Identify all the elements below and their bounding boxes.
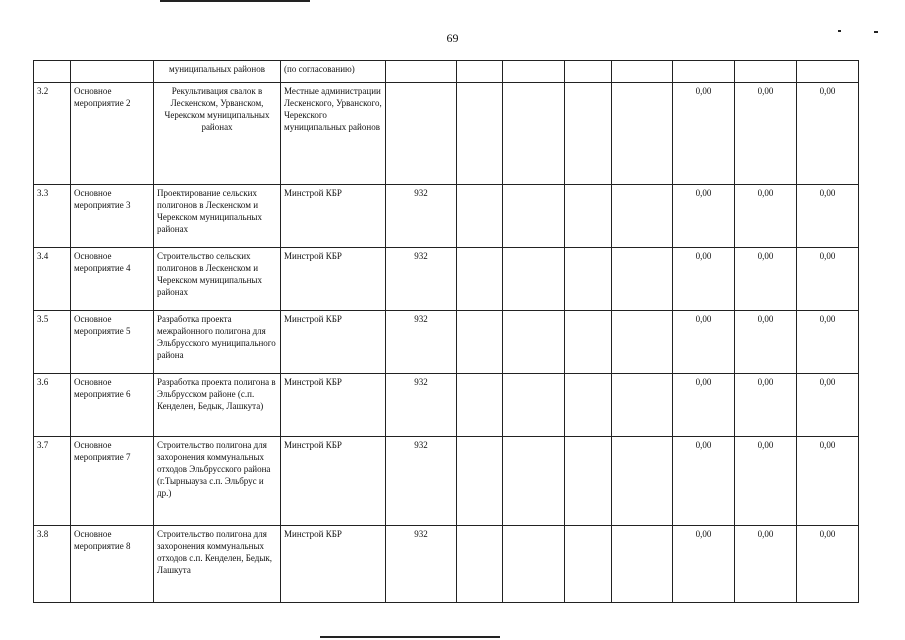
name-cell: Строительство полигона для захоронения коммунальных отходов Эльбрусского района (г.Тырныауза с.п. Эльбрус и др.) (154, 437, 281, 526)
empty-cell (612, 374, 673, 437)
code-cell: 932 (386, 311, 457, 374)
executor-cell: Минстрой КБР (281, 374, 386, 437)
type-cell: Основное мероприятие 7 (71, 437, 154, 526)
value-cell: 0,00 (673, 374, 735, 437)
type-cell (71, 61, 154, 83)
value-cell: 0,00 (797, 185, 859, 248)
value-cell (673, 61, 735, 83)
empty-cell (503, 83, 565, 185)
name-cell: Разработка проекта межрайонного полигона для Эльбрусского муниципального района (154, 311, 281, 374)
empty-cell (612, 437, 673, 526)
empty-cell (457, 374, 503, 437)
empty-cell (457, 248, 503, 311)
code-cell (386, 61, 457, 83)
value-cell: 0,00 (673, 185, 735, 248)
executor-cell: Минстрой КБР (281, 248, 386, 311)
table-row (34, 311, 859, 374)
value-cell: 0,00 (673, 526, 735, 603)
value-cell: 0,00 (673, 437, 735, 526)
num-cell: 3.5 (34, 311, 71, 374)
program-activities-table (33, 60, 859, 603)
empty-cell (565, 248, 612, 311)
num-cell (34, 61, 71, 83)
num-cell: 3.6 (34, 374, 71, 437)
value-cell: 0,00 (673, 83, 735, 185)
empty-cell (565, 374, 612, 437)
value-cell: 0,00 (797, 248, 859, 311)
executor-cell: Минстрой КБР (281, 185, 386, 248)
num-cell: 3.8 (34, 526, 71, 603)
code-cell (386, 83, 457, 185)
value-cell: 0,00 (797, 526, 859, 603)
scan-mark-top-right-b (874, 31, 878, 33)
code-cell: 932 (386, 437, 457, 526)
code-cell: 932 (386, 526, 457, 603)
empty-cell (612, 83, 673, 185)
empty-cell (503, 61, 565, 83)
table-row (34, 526, 859, 603)
name-cell: Строительство полигона для захоронения коммунальных отходов с.п. Кенделен, Бедык, Лашкута (154, 526, 281, 603)
table-row-continuation (34, 61, 859, 83)
empty-cell (457, 526, 503, 603)
page-number: 69 (446, 31, 459, 45)
num-cell: 3.3 (34, 185, 71, 248)
empty-cell (503, 248, 565, 311)
executor-cell: (по согласованию) (281, 61, 386, 83)
empty-cell (565, 61, 612, 83)
executor-cell: Местные администрации Лескенского, Урванского, Черекского муниципальных районов (281, 83, 386, 185)
name-cell: Рекультивация свалок в Лескенском, Урванском, Черекском муниципальных районах (154, 83, 281, 185)
empty-cell (612, 526, 673, 603)
value-cell: 0,00 (797, 311, 859, 374)
name-cell: муниципальных районов (154, 61, 281, 83)
value-cell: 0,00 (735, 311, 797, 374)
code-cell: 932 (386, 185, 457, 248)
empty-cell (503, 374, 565, 437)
empty-cell (565, 185, 612, 248)
type-cell: Основное мероприятие 5 (71, 311, 154, 374)
num-cell: 3.7 (34, 437, 71, 526)
empty-cell (503, 526, 565, 603)
empty-cell (457, 185, 503, 248)
empty-cell (565, 83, 612, 185)
empty-cell (503, 311, 565, 374)
empty-cell (565, 437, 612, 526)
empty-cell (457, 311, 503, 374)
num-cell: 3.2 (34, 83, 71, 185)
value-cell: 0,00 (735, 526, 797, 603)
code-cell: 932 (386, 374, 457, 437)
scan-mark-top-right-a (838, 30, 841, 32)
table-row (34, 83, 859, 185)
empty-cell (612, 61, 673, 83)
scan-mark-bottom (320, 636, 500, 638)
name-cell: Разработка проекта полигона в Эльбрусском районе (с.п. Кенделен, Бедык, Лашкута) (154, 374, 281, 437)
empty-cell (612, 248, 673, 311)
code-cell: 932 (386, 248, 457, 311)
empty-cell (457, 61, 503, 83)
value-cell: 0,00 (673, 311, 735, 374)
value-cell: 0,00 (735, 374, 797, 437)
empty-cell (565, 311, 612, 374)
value-cell: 0,00 (797, 83, 859, 185)
type-cell: Основное мероприятие 8 (71, 526, 154, 603)
type-cell: Основное мероприятие 6 (71, 374, 154, 437)
table-row (34, 185, 859, 248)
value-cell: 0,00 (735, 83, 797, 185)
empty-cell (457, 437, 503, 526)
executor-cell: Минстрой КБР (281, 526, 386, 603)
value-cell (797, 61, 859, 83)
empty-cell (503, 437, 565, 526)
value-cell: 0,00 (735, 248, 797, 311)
type-cell: Основное мероприятие 4 (71, 248, 154, 311)
name-cell: Строительство сельских полигонов в Лескенском и Черекском муниципальных районах (154, 248, 281, 311)
value-cell: 0,00 (735, 437, 797, 526)
empty-cell (565, 526, 612, 603)
table-row (34, 248, 859, 311)
num-cell: 3.4 (34, 248, 71, 311)
empty-cell (612, 311, 673, 374)
name-cell: Проектирование сельских полигонов в Лескенском и Черекском муниципальных районах (154, 185, 281, 248)
value-cell (735, 61, 797, 83)
table-row (34, 374, 859, 437)
value-cell: 0,00 (735, 185, 797, 248)
type-cell: Основное мероприятие 2 (71, 83, 154, 185)
value-cell: 0,00 (673, 248, 735, 311)
executor-cell: Минстрой КБР (281, 311, 386, 374)
executor-cell: Минстрой КБР (281, 437, 386, 526)
empty-cell (457, 83, 503, 185)
value-cell: 0,00 (797, 374, 859, 437)
type-cell: Основное мероприятие 3 (71, 185, 154, 248)
scan-mark-top-left (160, 0, 310, 2)
empty-cell (503, 185, 565, 248)
empty-cell (612, 185, 673, 248)
table-row (34, 437, 859, 526)
value-cell: 0,00 (797, 437, 859, 526)
